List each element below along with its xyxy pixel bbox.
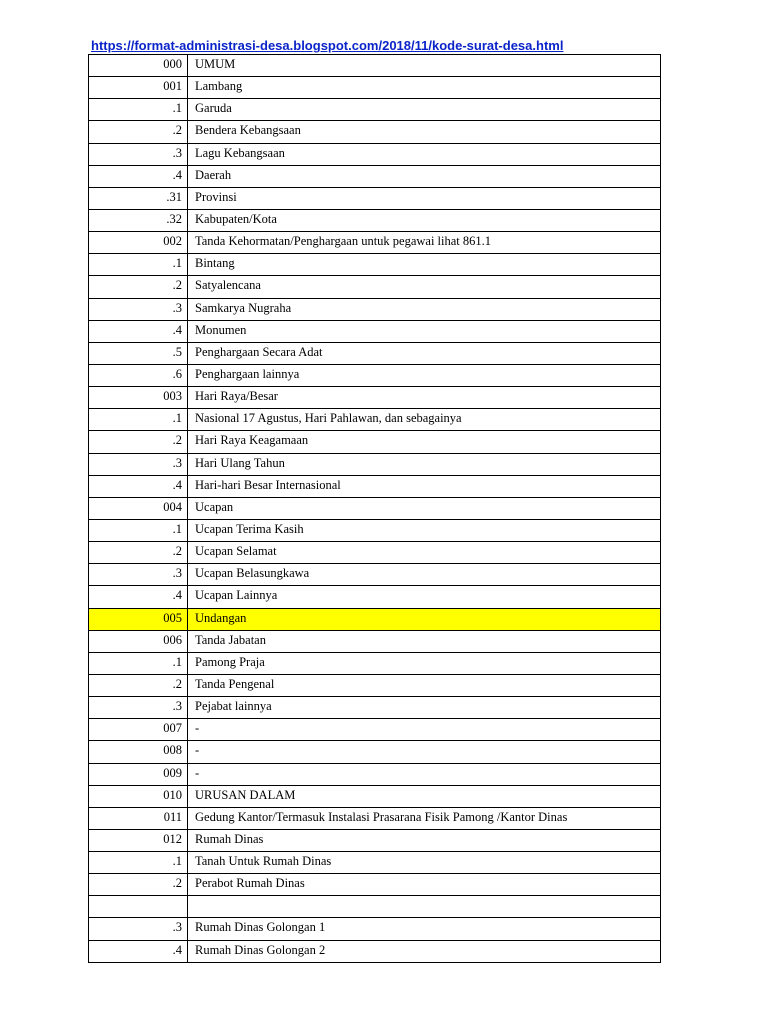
table-row	[89, 763, 661, 785]
table-row	[89, 298, 661, 320]
description-cell: Samkarya Nugraha	[188, 298, 661, 320]
description-cell: Garuda	[188, 99, 661, 121]
description-cell: Penghargaan lainnya	[188, 364, 661, 386]
code-cell: .2	[89, 674, 188, 696]
table-row	[89, 829, 661, 851]
code-cell: 008	[89, 741, 188, 763]
code-cell: .6	[89, 364, 188, 386]
code-cell	[89, 896, 188, 918]
table-row	[89, 77, 661, 99]
table-row	[89, 674, 661, 696]
description-cell	[188, 896, 661, 918]
code-cell: 002	[89, 232, 188, 254]
description-cell: -	[188, 741, 661, 763]
table-row	[89, 630, 661, 652]
description-cell: Ucapan Terima Kasih	[188, 519, 661, 541]
code-cell: .31	[89, 187, 188, 209]
code-cell: .4	[89, 586, 188, 608]
description-cell: Hari Raya Keagamaan	[188, 431, 661, 453]
description-cell: -	[188, 763, 661, 785]
code-cell: .2	[89, 431, 188, 453]
code-cell: .3	[89, 143, 188, 165]
description-cell: Pejabat lainnya	[188, 697, 661, 719]
description-cell: Ucapan Selamat	[188, 542, 661, 564]
description-cell: Rumah Dinas Golongan 2	[188, 940, 661, 962]
table-row	[89, 187, 661, 209]
table-row	[89, 608, 661, 630]
code-cell: .2	[89, 874, 188, 896]
code-cell: 012	[89, 829, 188, 851]
table-row	[89, 519, 661, 541]
table-row	[89, 342, 661, 364]
table-row	[89, 99, 661, 121]
source-url-link[interactable]: https://format-administrasi-desa.blogspot.com/2018/11/kode-surat-desa.html	[91, 38, 564, 53]
table-body	[89, 55, 661, 963]
table-row	[89, 807, 661, 829]
description-cell: Hari Raya/Besar	[188, 387, 661, 409]
table-row	[89, 896, 661, 918]
code-cell: .3	[89, 298, 188, 320]
table-row	[89, 453, 661, 475]
code-cell: 007	[89, 719, 188, 741]
description-cell: Tanda Pengenal	[188, 674, 661, 696]
description-cell: Daerah	[188, 165, 661, 187]
table-row	[89, 697, 661, 719]
code-cell: .3	[89, 918, 188, 940]
description-cell: Provinsi	[188, 187, 661, 209]
table-row	[89, 143, 661, 165]
letter-code-table	[88, 54, 661, 963]
description-cell: Ucapan Lainnya	[188, 586, 661, 608]
code-cell: .32	[89, 209, 188, 231]
table-row	[89, 564, 661, 586]
description-cell: Lagu Kebangsaan	[188, 143, 661, 165]
code-cell: .4	[89, 940, 188, 962]
table-row	[89, 852, 661, 874]
table-row	[89, 719, 661, 741]
description-cell: Tanda Jabatan	[188, 630, 661, 652]
table-row	[89, 652, 661, 674]
code-cell: .4	[89, 165, 188, 187]
table-row	[89, 497, 661, 519]
code-cell: 009	[89, 763, 188, 785]
description-cell: Satyalencana	[188, 276, 661, 298]
code-cell: .1	[89, 652, 188, 674]
description-cell: Lambang	[188, 77, 661, 99]
table-row	[89, 918, 661, 940]
code-cell: 010	[89, 785, 188, 807]
table-row	[89, 320, 661, 342]
table-row	[89, 940, 661, 962]
description-cell: Ucapan Belasungkawa	[188, 564, 661, 586]
description-cell: Ucapan	[188, 497, 661, 519]
code-cell: 001	[89, 77, 188, 99]
description-cell: Penghargaan Secara Adat	[188, 342, 661, 364]
description-cell: Rumah Dinas	[188, 829, 661, 851]
code-cell: .1	[89, 254, 188, 276]
code-cell: .2	[89, 121, 188, 143]
code-cell: .1	[89, 519, 188, 541]
code-cell: .5	[89, 342, 188, 364]
table-row	[89, 209, 661, 231]
code-cell: .1	[89, 852, 188, 874]
description-cell: Bendera Kebangsaan	[188, 121, 661, 143]
description-cell: Bintang	[188, 254, 661, 276]
code-cell: 011	[89, 807, 188, 829]
description-cell: Kabupaten/Kota	[188, 209, 661, 231]
description-cell: Rumah Dinas Golongan 1	[188, 918, 661, 940]
table-row	[89, 55, 661, 77]
table-row	[89, 232, 661, 254]
description-cell: Hari-hari Besar Internasional	[188, 475, 661, 497]
code-cell: 000	[89, 55, 188, 77]
table-row	[89, 364, 661, 386]
description-cell: Tanah Untuk Rumah Dinas	[188, 852, 661, 874]
code-cell: .1	[89, 409, 188, 431]
description-cell: Gedung Kantor/Termasuk Instalasi Prasarana Fisik Pamong /Kantor Dinas	[188, 807, 661, 829]
description-cell: Monumen	[188, 320, 661, 342]
description-cell: URUSAN DALAM	[188, 785, 661, 807]
code-cell: 003	[89, 387, 188, 409]
description-cell: Undangan	[188, 608, 661, 630]
code-cell: 004	[89, 497, 188, 519]
code-cell: .1	[89, 99, 188, 121]
table-row	[89, 874, 661, 896]
description-cell: Tanda Kehormatan/Penghargaan untuk pegawai lihat 861.1	[188, 232, 661, 254]
description-cell: Hari Ulang Tahun	[188, 453, 661, 475]
table-row	[89, 741, 661, 763]
table-row	[89, 165, 661, 187]
table-row	[89, 785, 661, 807]
table-row	[89, 121, 661, 143]
code-cell: .3	[89, 697, 188, 719]
description-cell: Nasional 17 Agustus, Hari Pahlawan, dan sebagainya	[188, 409, 661, 431]
table-row	[89, 276, 661, 298]
table-row	[89, 431, 661, 453]
code-cell: 006	[89, 630, 188, 652]
code-cell: .3	[89, 564, 188, 586]
description-cell: Pamong Praja	[188, 652, 661, 674]
table-row	[89, 409, 661, 431]
code-cell: .3	[89, 453, 188, 475]
table-row	[89, 254, 661, 276]
code-cell: .4	[89, 475, 188, 497]
table-row	[89, 387, 661, 409]
description-cell: -	[188, 719, 661, 741]
description-cell: UMUM	[188, 55, 661, 77]
code-cell: 005	[89, 608, 188, 630]
table-row	[89, 475, 661, 497]
code-cell: .2	[89, 276, 188, 298]
table-row	[89, 586, 661, 608]
table-row	[89, 542, 661, 564]
description-cell: Perabot Rumah Dinas	[188, 874, 661, 896]
code-cell: .2	[89, 542, 188, 564]
code-cell: .4	[89, 320, 188, 342]
